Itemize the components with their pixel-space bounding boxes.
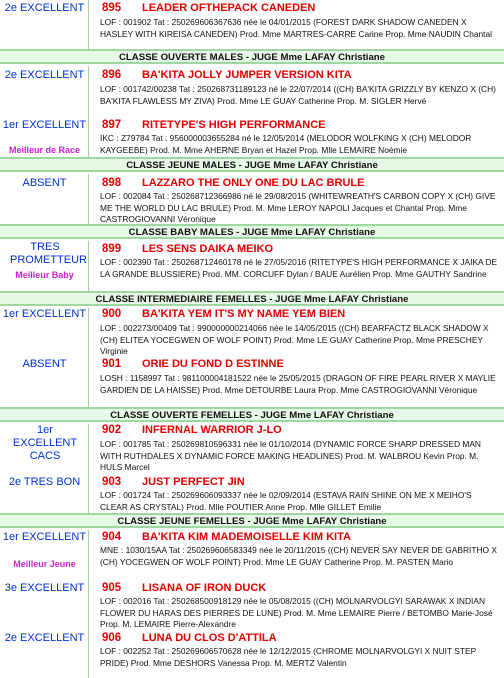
entry-number: 901 bbox=[102, 358, 122, 370]
result-cell bbox=[0, 116, 89, 157]
dog-name: BA'KITA YEM IT'S MY NAME YEM BIEN bbox=[142, 308, 346, 320]
dog-name: JUST PERFECT JIN bbox=[142, 476, 245, 488]
entry-number: 900 bbox=[102, 308, 122, 320]
result-text: 2e TRES BON bbox=[8, 476, 81, 488]
result-text: ABSENT bbox=[22, 177, 67, 189]
entry-number: 895 bbox=[102, 2, 122, 14]
dog-details: LOF : 001902 Tat : 250269606367636 née le 04/01/2015 (FOREST DARK SHADOW CANEDEN X HASLEY WITH KIREISA CANEDEN) Prod. Mme MARTRES-CARRE Carine Prop. Mme NAUDIN Chantal bbox=[100, 17, 493, 39]
result-text: 2e EXCELLENT bbox=[4, 2, 85, 14]
entry-number: 904 bbox=[102, 531, 122, 543]
dog-details: LOF : 002390 Tat : 250268712460178 né le 27/05/2016 (RITETYPE'S HIGH PERFORMANCE X JAIKA DE LA GRANDE BLUSSIERE) Prod. MM. CORCUFF Dylan / BAUE Aurélien Prop. Mme GAUTHY Sandrine bbox=[100, 257, 498, 279]
dog-details: MNE : 1030/15AA Tat : 250269606583349 née le 20/11/2015 ((CH) NEVER SAY NEVER DE GABRITHO X (CH) YOCEGWEN OF WOLF POINT) Prod. Mme LE GUAY Catherine Prop. M. PASTEN Mario bbox=[100, 545, 497, 567]
result-cell bbox=[0, 580, 89, 630]
result-cell bbox=[0, 308, 89, 358]
entry-904 bbox=[0, 530, 504, 580]
result-text: 1er EXCELLENT bbox=[2, 531, 87, 543]
entry-901 bbox=[0, 358, 504, 407]
award-text: Meilleur de Race bbox=[8, 145, 81, 155]
dog-name: LEADER OFTHEPACK CANEDEN bbox=[142, 2, 316, 14]
entry-number: 897 bbox=[102, 119, 122, 131]
dog-details: LOSH : 1158997 Tat : 981100004181522 née le 25/05/2015 (DRAGON OF FIRE PEARL RIVER X MAYLIE GARDIEN DE LA HAISSE) Prod. Mme DETOURBE Laura Prop. Mme CASTROGIOVANNI Véronique bbox=[100, 373, 496, 395]
entry-896 bbox=[0, 66, 504, 116]
entry-906 bbox=[0, 630, 504, 678]
dog-details: LOF : 002273/00409 Tat : 990000000214066 née le 14/05/2015 ((CH) BEARFACTZ BLACK SHADOW X (CH) ELITEA YOCEGWEN OF WOLF POINT) Prod. Mme LE GUAY Catherine Prop. Mme PRESCHEY Virginie bbox=[100, 323, 489, 356]
result-cell bbox=[0, 530, 89, 580]
dog-name: RITETYPE'S HIGH PERFORMANCE bbox=[142, 119, 326, 131]
result-cell bbox=[0, 474, 89, 513]
entry-895 bbox=[0, 0, 504, 49]
class-header: CLASSE JEUNE FEMELLES - JUGE Mme LAFAY Christiane bbox=[0, 513, 504, 528]
entry-905 bbox=[0, 580, 504, 630]
dog-details: LOF : 002252 Tat : 250269606570628 née le 12/12/2015 (CHROME MOLNARVOLGYI X NUIT STEP PRIDE) Prod. Mme DESHORS Vanessa Prop. M. MERTZ Valentin bbox=[100, 646, 477, 668]
entry-number: 899 bbox=[102, 243, 122, 255]
dog-name: LES SENS DAIKA MEIKO bbox=[142, 243, 273, 255]
dog-name: BA'KITA JOLLY JUMPER VERSION KITA bbox=[142, 69, 352, 81]
result-cell bbox=[0, 241, 89, 291]
result-text: 1er EXCELLENT CACS bbox=[12, 424, 78, 462]
result-cell bbox=[0, 358, 89, 407]
entry-number: 902 bbox=[102, 424, 122, 436]
dog-name: LAZZARO THE ONLY ONE DU LAC BRULE bbox=[142, 177, 365, 189]
dog-details: LOF : 001785 Tat : 250269810596331 née le 01/10/2014 (DYNAMIC FORCE SHARP DRESSED MAN WITH RUTHDALES X DYNAMIC FORCE MAKING HEADLINES) Prod. M. WALBROU Kevin Prop. M. HULS Marcel bbox=[100, 439, 481, 472]
dog-details: LOF : 002084 Tat : 250268712366986 né le 29/08/2015 (WHITEWREATH'S CARBON COPY X (CH) GIVE ME THE WORLD DU LAC BRULE) Prod. M. Mme LEROY NAPOLI Jacques et Chantal Prop. Mme CASTROGIOVANNI Véronique bbox=[100, 191, 496, 224]
result-cell bbox=[0, 66, 89, 116]
award-text: Meilleur Jeune bbox=[13, 559, 76, 569]
class-header: CLASSE OUVERTE MALES - JUGE Mme LAFAY Christiane bbox=[0, 49, 504, 64]
result-cell bbox=[0, 424, 89, 474]
result-text: 1er EXCELLENT bbox=[2, 308, 87, 320]
result-text: 2e EXCELLENT bbox=[4, 632, 85, 644]
result-cell bbox=[0, 0, 89, 49]
entry-902 bbox=[0, 424, 504, 474]
result-cell bbox=[0, 174, 89, 224]
result-text: ABSENT bbox=[22, 358, 67, 370]
entry-number: 906 bbox=[102, 632, 122, 644]
dog-details: LOF : 002016 Tat : 250268500918129 née le 05/08/2015 ((CH) MOLNARVOLGYI SARAWAK X INDIAN FLOWER DU HARAS DES PIERRES DE LUNE) Prod. M. Mme LEMAIRE Pierre / BETOMBO Marie-José Prop. M. LEMAIRE Pierre-Alexandre bbox=[100, 596, 493, 629]
entry-number: 903 bbox=[102, 476, 122, 488]
class-header: CLASSE BABY MALES - JUGE Mme LAFAY Christiane bbox=[0, 224, 504, 239]
result-text: TRES PROMETTEUR bbox=[10, 241, 87, 266]
class-header: CLASSE INTERMEDIAIRE FEMELLES - JUGE Mme LAFAY Christiane bbox=[0, 291, 504, 306]
dog-details: IKC : Z79784 Tat : 956000003655284 né le 12/05/2014 (MELODOR WOLFKING X (CH) MELODOR KAYGEEBE) Prod. M. Mme AHERNE Bryan et Hazel Prop. Mlle LEMAIRE Noémie bbox=[100, 133, 472, 155]
entry-900 bbox=[0, 308, 504, 358]
entry-898 bbox=[0, 174, 504, 224]
result-text: 3e EXCELLENT bbox=[4, 582, 85, 594]
result-text: 2e EXCELLENT bbox=[4, 69, 85, 81]
class-header: CLASSE OUVERTE FEMELLES - JUGE Mme LAFAY Christiane bbox=[0, 407, 504, 422]
dog-details: LOF : 001742/00238 Tat : 250268731189123 né le 22/07/2014 ((CH) BA'KITA GRIZZLY BY KENZO X (CH) BA'KITA FLAWLESS MY ZIVA) Prod. Mme LE GUAY Catherine Prop. M. SIGLER Hervé bbox=[100, 84, 496, 106]
dog-name: BA'KITA KIM MADEMOISELLE KIM KITA bbox=[142, 531, 351, 543]
result-text: 1er EXCELLENT bbox=[2, 119, 87, 131]
entry-903 bbox=[0, 474, 504, 513]
dog-name: LISANA OF IRON DUCK bbox=[142, 582, 267, 594]
award-text: Meilleur Baby bbox=[15, 270, 74, 280]
entry-number: 896 bbox=[102, 69, 122, 81]
entry-899 bbox=[0, 241, 504, 291]
class-header: CLASSE JEUNE MALES - JUGE Mme LAFAY Christiane bbox=[0, 157, 504, 172]
dog-name: ORIE DU FOND D ESTINNE bbox=[142, 358, 284, 370]
dog-details: LOF : 001724 Tat : 250269606093337 née le 02/09/2014 (ESTAVA RAIN SHINE ON ME X MEIHO'S CLEAR AS CRYSTAL) Prod. Mlle POUTIER Anne Prop. Mlle GILLET Emilie bbox=[100, 490, 472, 512]
dog-name: INFERNAL WARRIOR J-LO bbox=[142, 424, 282, 436]
result-cell bbox=[0, 630, 89, 678]
entry-897 bbox=[0, 116, 504, 157]
dog-name: LUNA DU CLOS D'ATTILA bbox=[142, 632, 277, 644]
entry-number: 898 bbox=[102, 177, 122, 189]
entry-number: 905 bbox=[102, 582, 122, 594]
